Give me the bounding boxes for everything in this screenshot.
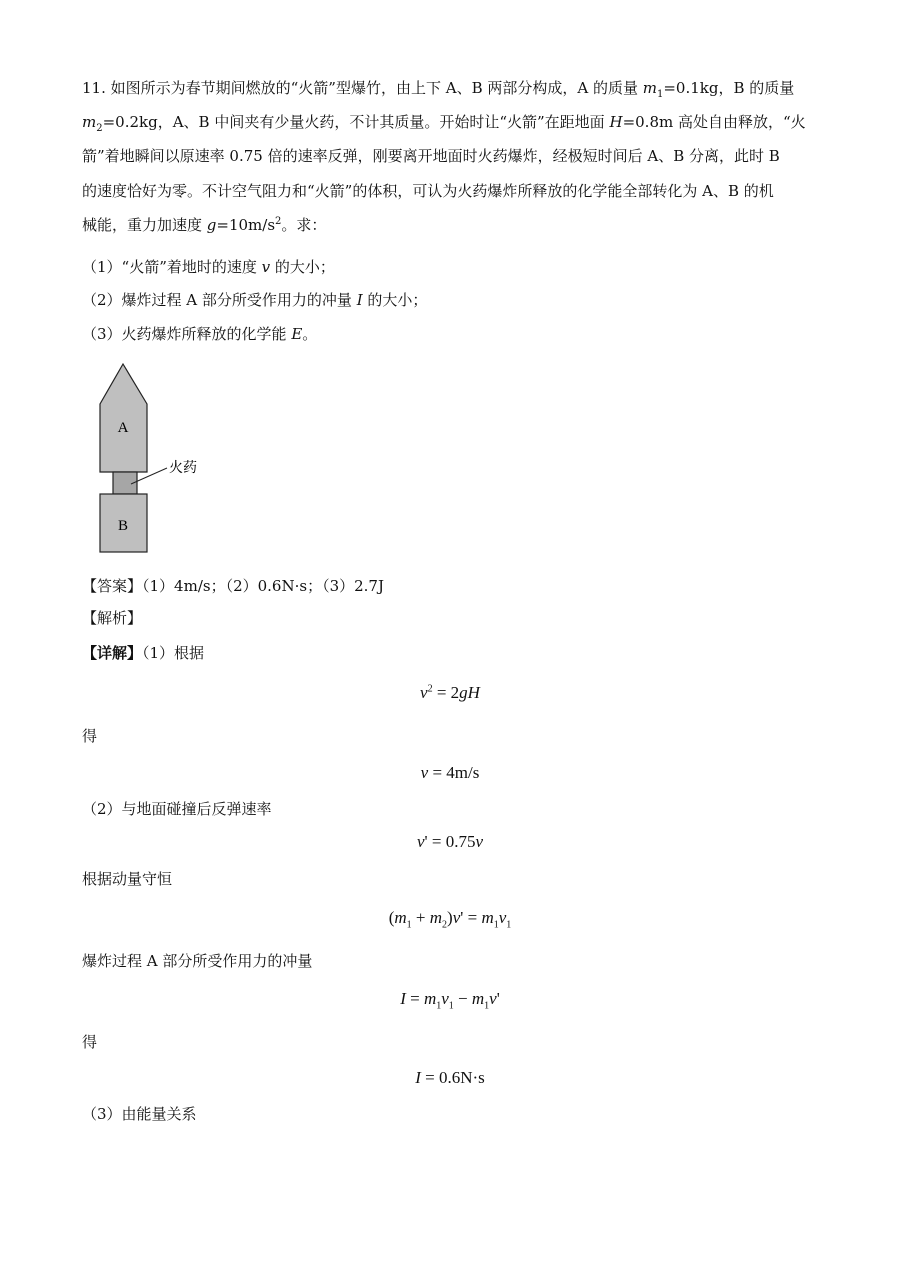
rocket-firecracker-diagram — [95, 360, 215, 556]
equation-3: v' = 0.75v — [416, 832, 483, 851]
problem-number: 11. — [82, 79, 106, 97]
gunpowder-label: 火药 — [169, 460, 197, 476]
answer-tag: 【答案】 — [82, 577, 143, 595]
equation-6: I = 0.6N·s — [415, 1068, 485, 1087]
problem-line-4: 的速度恰好为零。不计空气阻力和“火箭”的体积，可认为火药爆炸所释放的化学能全部转化为 A、B 的机 — [82, 182, 774, 200]
part-b-label: B — [117, 518, 129, 534]
answer-text: （1）4m/s；（2）0.6N·s；（3）2.7J — [142, 577, 384, 595]
analysis-tag: 【解析】 — [82, 609, 143, 627]
problem-line-5: 械能，重力加速度 $g=10m/s^2$。求： — [82, 216, 327, 234]
question-1: （1）“火箭”着地时的速度 v 的大小； — [82, 258, 335, 276]
equation-4: $(m_1 + m_2)v' = m_1v_1$ — [388, 908, 512, 931]
problem-line-3: 箭”着地瞬间以原速率 0.75 倍的速率反弹，刚要离开地面时火药爆炸，经极短时间后 A、B 分离，此时 B — [82, 147, 780, 165]
detail-intro: 【详解】（1）根据 — [82, 644, 205, 662]
impulse-intro: 爆炸过程 A 部分所受作用力的冲量 — [82, 952, 313, 970]
question-3: （3）火药爆炸所释放的化学能 E。 — [82, 325, 318, 343]
part-a-label: A — [117, 420, 129, 436]
part-a-body — [100, 364, 147, 472]
therefore-2: 得 — [82, 1033, 98, 1051]
equation-1: $v^2 = 2gH$ — [420, 683, 480, 702]
answer-line — [82, 575, 822, 597]
therefore-1: 得 — [82, 727, 98, 745]
part2-intro: （2）与地面碰撞后反弹速率 — [82, 800, 272, 818]
problem-line-1: 11. 如图所示为春节期间燃放的“火箭”型爆竹，由上下 A、B 两部分构成，A 的质量 $m_1=0.1kg$，B 的质量 — [82, 79, 795, 100]
momentum-conservation-intro: 根据动量守恒 — [82, 870, 173, 888]
equation-2: v = 4m/s — [420, 763, 480, 782]
equation-5: $I = m_1v_1 - m_1v'$ — [400, 989, 500, 1012]
part3-intro: （3）由能量关系 — [82, 1105, 197, 1123]
problem-line-2: $m_2=0.2kg$，A、B 中间夹有少量火药，不计其质量。开始时让“火箭”在距地面 H=0.8m 高处自由释放，“火 — [82, 113, 806, 134]
question-2: （2）爆炸过程 A 部分所受作用力的冲量 I 的大小； — [82, 291, 428, 309]
detail-tag: 【详解】 — [82, 644, 143, 662]
